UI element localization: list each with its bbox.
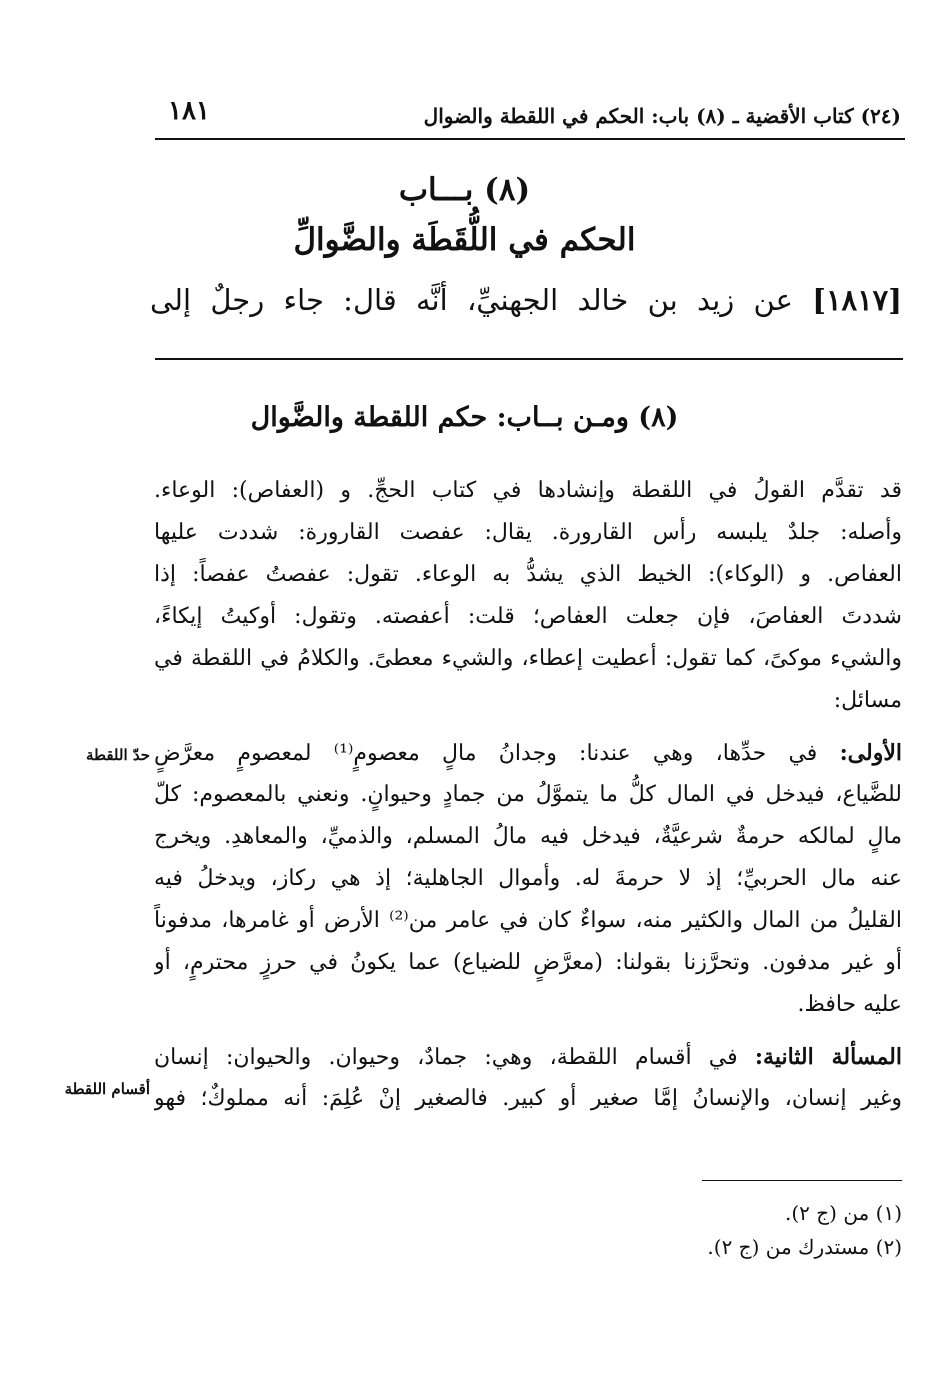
commentary-body: [154, 470, 902, 1120]
margin-note-definition: حدّ اللقطة: [85, 746, 150, 764]
hadith-text: عن زيد بن خالد الجهنيِّ، أنَّه قال: جاء رجلٌ إلى: [150, 283, 793, 317]
page-number: ١٨١: [168, 96, 210, 126]
para2-line: عليه حافظ.: [797, 992, 902, 1017]
para1-line: مسائل:: [833, 688, 902, 713]
hadith-number: [١٨١٧]: [812, 283, 902, 317]
para1-line: شددتَ العفاصَ، فإن جعلت العفاص؛ قلت: أعفصته. وتقول: أوكيتُ إيكاءً،: [154, 604, 902, 629]
para2-first-line: [154, 732, 902, 774]
chapter-title: الحكم في اللُّقَطَة والضَّوالِّ: [293, 222, 636, 258]
para2-line: أو غير مدفون. وتحرَّزنا بقولنا: (معرَّضٍ للضياع) عما يكونُ في حرزٍ محترمٍ، أو: [154, 950, 902, 975]
para3-lead: المسألة الثانية:: [754, 1044, 902, 1070]
footnote-rule: [702, 1180, 902, 1181]
para2-line: للضَّياع، فيدخل في المال كلُّ ما يتموَّلُ من جمادٍ وحيوانٍ. ونعني بالمعصوم: كلّ: [154, 782, 902, 807]
running-head: (٢٤) كتاب الأقضية ـ (٨) باب: الحكم في اللقطة والضوال: [423, 104, 901, 128]
para3-line: وغير إنسان، والإنسانُ إمَّا صغير أو كبير. فالصغير إنْ عُلِمَ: أنه مملوكٌ؛ فهو: [154, 1086, 902, 1111]
para1-line: وأصله: جلدٌ يلبسه رأس القارورة. يقال: عفصت القارورة: شددت عليها: [154, 520, 902, 545]
para1-line: قد تقدَّم القولُ في اللقطة وإنشادها في كتاب الحجِّ. و (العفاص): الوعاء.: [154, 478, 902, 503]
commentary-heading: (٨) ومـن بــاب: حكم اللقطة والضَّوال: [250, 402, 679, 433]
para2-line: عنه مال الحربيِّ؛ إذ لا حرمةَ له. وأموال الجاهلية؛ إذ هي ركاز، ويدخلُ فيه: [154, 866, 902, 891]
para2-first-text: في حدِّها، وهي عندنا: وجدانُ مالٍ معصومٍ⁽¹⁾ لمعصومٍ معرَّضٍ: [154, 741, 818, 766]
chapter-number: (٨) بـــاب: [398, 172, 531, 208]
margin-note-categories: أقسام اللقطة: [64, 1080, 150, 1098]
para1-line: والشيء موكىً، كما تقول: أعطيت إعطاء، والشيء معطىً. والكلامُ في اللقطة في: [154, 646, 902, 671]
hadith-text-line: [150, 283, 902, 317]
footnote: (٢) مستدرك من (ج ٢).: [707, 1235, 902, 1259]
para2-lead: الأولى:: [839, 740, 902, 766]
para2-line: مالٍ لمالكه حرمةٌ شرعيَّةٌ، فيدخل فيه مالُ المسلم، والذميِّ، والمعاهدِ. ويخرج: [154, 824, 902, 849]
para3-first-text: في أقسام اللقطة، وهي: جمادٌ، وحيوان. والحيوان: إنسان: [154, 1045, 738, 1070]
para3-first-line: [154, 1036, 902, 1078]
header-rule: [155, 138, 905, 140]
footnote: (١) من (ج ٢).: [784, 1201, 902, 1225]
footnotes: [502, 1196, 902, 1264]
para2-line: القليلُ من المال والكثير منه، سواءٌ كان في عامر من⁽²⁾ الأرض أو غامرها، مدفوناً: [154, 908, 902, 933]
para1-line: العفاص. و (الوكاء): الخيط الذي يشدُّ به الوعاء. تقول: عفصتُ عفصاً: إذا: [154, 562, 902, 587]
section-divider: [155, 358, 903, 360]
